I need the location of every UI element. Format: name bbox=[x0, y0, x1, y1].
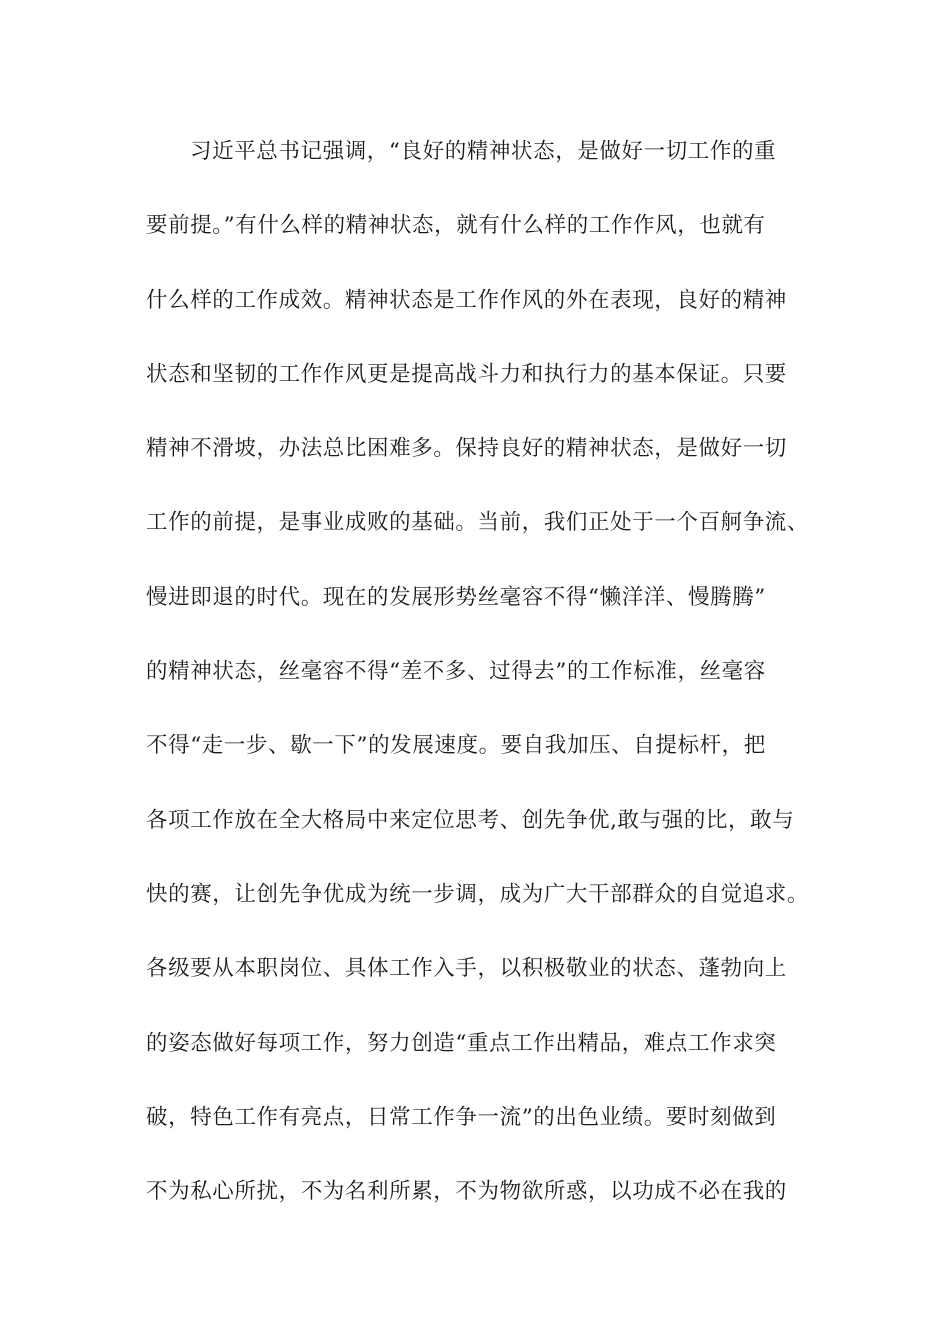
paragraph-line: 习近平总书记强调，“良好的精神状态，是做好一切工作的重 bbox=[190, 139, 777, 164]
paragraph-line: 工作的前提，是事业成败的基础。当前，我们正处于一个百舸争流、 bbox=[146, 510, 810, 536]
paragraph-line: 各级要从本职岗位、具体工作入手，以积极敬业的状态、蓬勃向上 bbox=[146, 956, 787, 982]
paragraph-line: 不为私心所扰，不为名利所累，不为物欲所惑，以功成不必在我的 bbox=[146, 1179, 787, 1205]
paragraph-line: 快的赛，让创先争优成为统一步调，成为广大干部群众的自觉追求。 bbox=[146, 881, 810, 907]
paragraph-line: 不得“走一步、歇一下”的发展速度。要自我加压、自提标杆，把 bbox=[146, 733, 766, 759]
paragraph-line: 慢进即退的时代。现在的发展形势丝毫容不得“懒洋洋、慢腾腾” bbox=[146, 584, 766, 610]
paragraph-line: 破，特色工作有亮点，日常工作争一流”的出色业绩。要时刻做到 bbox=[146, 1104, 777, 1130]
paragraph-line: 要前提。”有什么样的精神状态，就有什么样的工作作风，也就有 bbox=[146, 213, 766, 239]
paragraph-line: 的姿态做好每项工作，努力创造“重点工作出精品，难点工作求突 bbox=[146, 1030, 777, 1056]
paragraph-line: 各项工作放在全大格局中来定位思考、创先争优,敢与强的比，敢与 bbox=[146, 807, 795, 833]
paragraph-line: 什么样的工作成效。精神状态是工作作风的外在表现，良好的精神 bbox=[146, 287, 787, 313]
body-paragraph bbox=[146, 128, 826, 1242]
paragraph-line: 精神不滑坡，办法总比困难多。保持良好的精神状态，是做好一切 bbox=[146, 436, 787, 462]
paragraph-line: 状态和坚韧的工作作风更是提高战斗力和执行力的基本保证。只要 bbox=[146, 361, 787, 387]
paragraph-line: 的精神状态，丝毫容不得“差不多、过得去”的工作标准，丝毫容 bbox=[146, 659, 766, 685]
